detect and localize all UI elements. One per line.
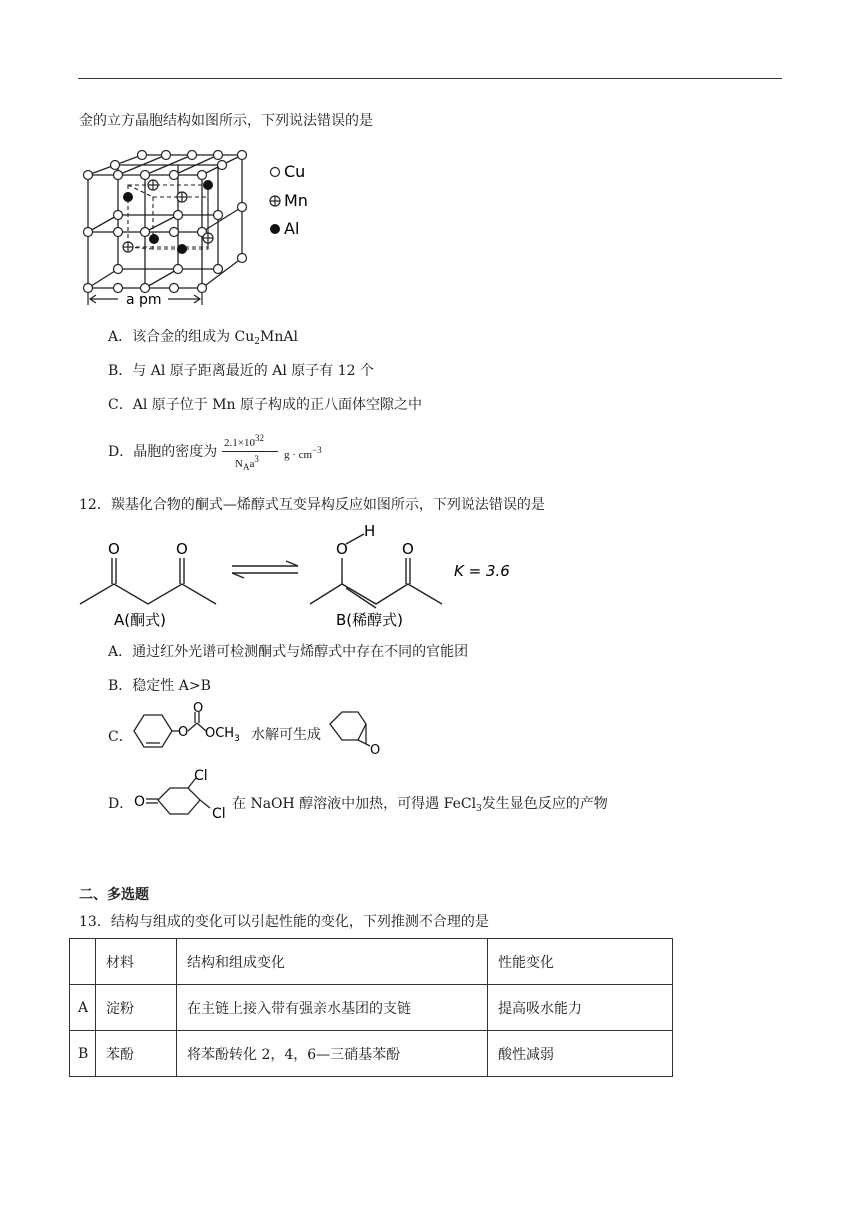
enol-o2: O (402, 540, 414, 558)
enol-label: B(稀醇式) (336, 611, 403, 629)
enol-oh-o: O (336, 540, 348, 558)
svg-text:O: O (178, 725, 189, 740)
ketone-label: A(酮式) (114, 611, 166, 629)
al-atoms (123, 180, 213, 254)
table-cell: 酸性减弱 (488, 1031, 673, 1077)
q12-option-c-text: 水解可生成 (251, 727, 321, 743)
equilibrium-arrows (232, 561, 298, 578)
q11-option-b: B．与 Al 原子距离最近的 Al 原子有 12 个 (108, 363, 374, 379)
density-unit: $g \cdot cm^{-3}$ (284, 445, 322, 461)
mn-atoms (123, 180, 213, 252)
q11-option-d-prefix: D．晶胞的密度为 (108, 444, 218, 460)
table-cell: 在主链上接入带有强亲水基团的支链 (177, 985, 488, 1031)
ketone-o1: O (108, 540, 120, 558)
fraction-denominator: $N_Aa^3$ (235, 454, 259, 472)
cu-legend-icon (271, 168, 280, 177)
q12-option-d-prefix: D． (108, 796, 134, 812)
header-cell: 材料 (96, 939, 177, 985)
methoxy-group: $OCH_3$ (205, 726, 240, 744)
table-cell: 淀粉 (96, 985, 177, 1031)
table-row (70, 1031, 673, 1077)
svg-text:Cl: Cl (194, 768, 208, 784)
q12-stem: 12．羰基化合物的酮式—烯醇式互变异构反应如图所示，下列说法错误的是 (79, 497, 545, 513)
header-rule (78, 78, 782, 79)
svg-text:Cl: Cl (212, 806, 226, 822)
svg-text:O: O (193, 701, 204, 716)
header-cell: 性能变化 (488, 939, 673, 985)
q12-option-a: A．通过红外光谱可检测酮式与烯醇式中存在不同的官能团 (108, 644, 469, 660)
table-header-row (70, 939, 673, 985)
fraction-bar (222, 451, 278, 452)
header-cell: 结构和组成变化 (177, 939, 488, 985)
table-cell: 苯酚 (96, 1031, 177, 1077)
q12-option-d-text: 在 NaOH 醇溶液中加热，可得遇 FeCl$_3$发生显色反应的产物 (232, 796, 608, 814)
fraction-numerator: $2.1\times 10^{32}$ (224, 433, 264, 449)
q11-option-a: A．该合金的组成为 $Cu_2MnAl$ (108, 329, 298, 347)
q11-option-c: C．Al 原子位于 Mn 原子构成的正八面体空隙之中 (108, 397, 423, 413)
enol-h: H (364, 522, 376, 540)
enol-ester-structure (130, 701, 255, 760)
mn-legend-icon (270, 196, 280, 206)
al-legend-icon (270, 224, 280, 234)
equilibrium-constant: K = 3.6 (454, 562, 510, 580)
section-title: 二、多选题 (79, 887, 149, 903)
tautomer-figure (78, 522, 538, 632)
dichlorocyclohexanone-structure (130, 768, 235, 827)
table-cell: 提高吸水能力 (488, 985, 673, 1031)
q11-stem: 金的立方晶胞结构如图所示，下列说法错误的是 (79, 113, 373, 129)
ketone-skeleton (80, 558, 216, 604)
table-cell: A (70, 985, 96, 1031)
q13-table (69, 938, 673, 1077)
legend-mn-label: Mn (284, 191, 308, 210)
q12-option-c-prefix: C． (108, 729, 133, 745)
table-cell: 将苯酚转化 2，4，6—三硝基苯酚 (177, 1031, 488, 1077)
crystal-legend (266, 160, 326, 240)
inner-dashed-cube (128, 185, 208, 249)
enol-skeleton (310, 534, 442, 608)
table-cell: B (70, 1031, 96, 1077)
ketone-o2: O (176, 540, 188, 558)
svg-text:O: O (370, 743, 381, 758)
svg-text:O: O (134, 794, 146, 810)
dimension-label: a pm (126, 292, 162, 308)
legend-al-label: Al (284, 219, 300, 238)
q13-stem: 13．结构与组成的变化可以引起性能的变化，下列推测不合理的是 (79, 914, 489, 930)
table-row (70, 985, 673, 1031)
q12-option-b: B．稳定性 A>B (108, 678, 211, 694)
legend-cu-label: Cu (284, 162, 306, 181)
header-cell (70, 939, 96, 985)
cyclohexanone-structure (326, 710, 386, 758)
